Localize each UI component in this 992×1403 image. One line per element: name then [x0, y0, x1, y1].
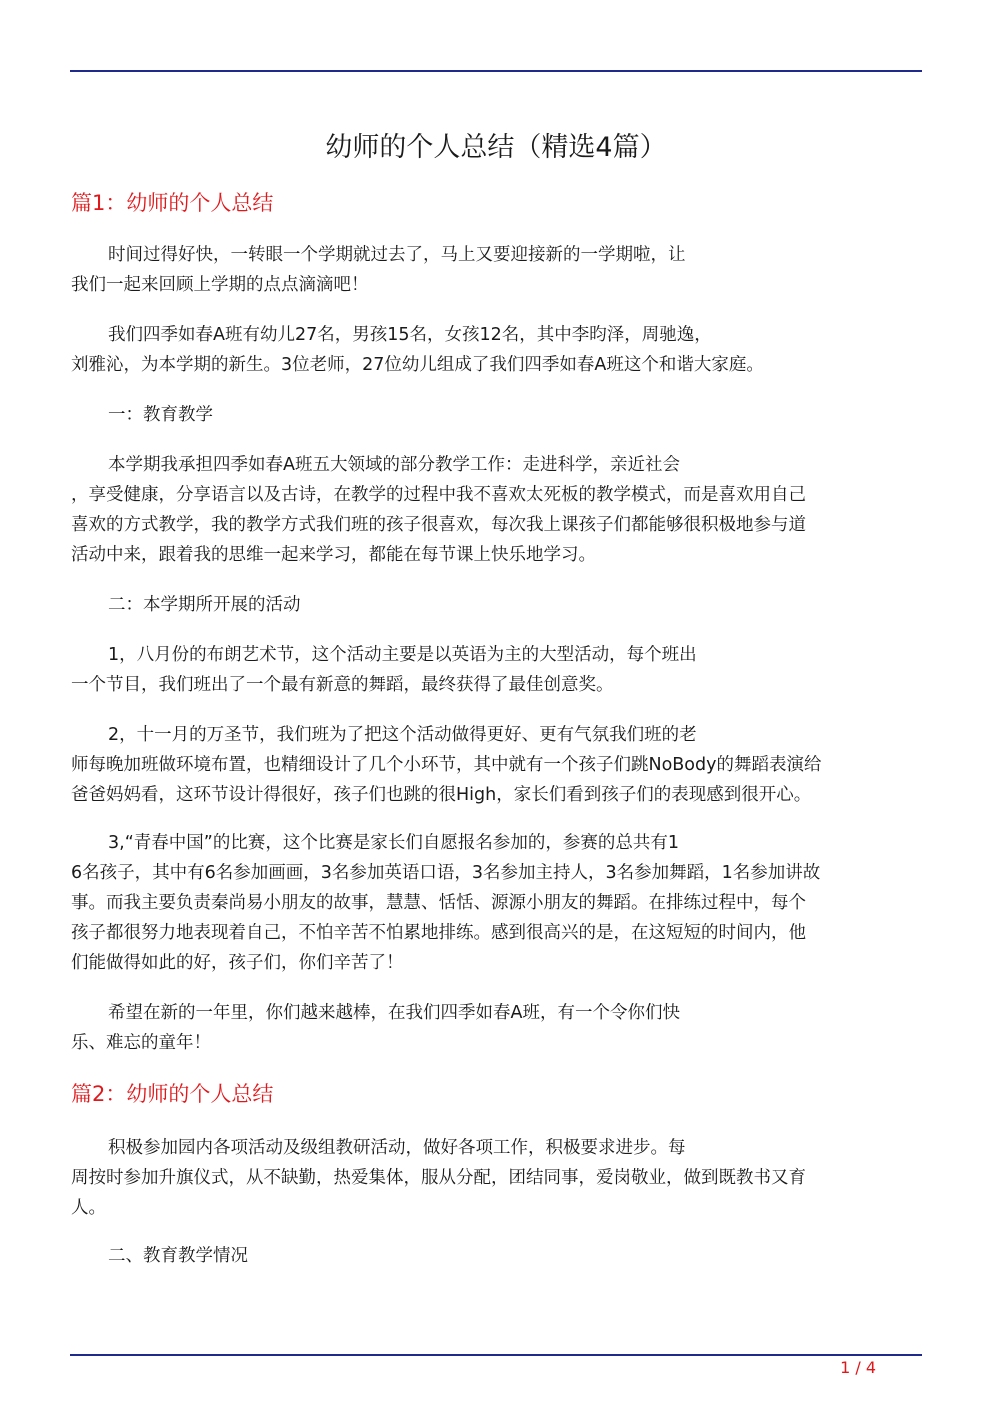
paragraph-line: 二：本学期所开展的活动: [108, 595, 301, 615]
paragraph: [71, 240, 921, 300]
paragraph: [71, 828, 921, 978]
paragraph-line: 喜欢的方式教学，我的教学方式我们班的孩子很喜欢，每次我上课孩子们都能够很积极地参与道: [71, 515, 806, 535]
subheading: [71, 400, 921, 430]
paragraph-line: 本学期我承担四季如春A班五大领域的部分教学工作：走进科学，亲近社会: [108, 455, 680, 475]
paragraph-line: 2，十一月的万圣节，我们班为了把这个活动做得更好、更有气氛我们班的老: [108, 725, 697, 745]
section-heading-2: 篇2：幼师的个人总结: [71, 1082, 274, 1106]
paragraph-line: 我们四季如春A班有幼儿27名，男孩15名，女孩12名，其中李昀泽，周驰逸，: [108, 325, 712, 345]
header-rule: [70, 70, 922, 72]
subheading: [71, 590, 921, 620]
paragraph-line: 希望在新的一年里，你们越来越棒，在我们四季如春A班，有一个令你们快: [108, 1003, 680, 1023]
subheading: [71, 1241, 921, 1271]
paragraph-line: 3,“青春中国”的比赛，这个比赛是家长们自愿报名参加的，参赛的总共有1: [108, 833, 679, 853]
paragraph: [71, 998, 921, 1058]
paragraph-line: 周按时参加升旗仪式，从不缺勤，热爱集体，服从分配，团结同事，爱岗敬业，做到既教书又育: [71, 1168, 806, 1188]
paragraph-line: 刘雅沁，为本学期的新生。3位老师，27位幼儿组成了我们四季如春A班这个和谐大家庭。: [71, 355, 764, 375]
page-number: 1 / 4: [840, 1358, 876, 1377]
paragraph-line: 1，八月份的布朗艺术节，这个活动主要是以英语为主的大型活动，每个班出: [108, 645, 697, 665]
paragraph-line: 积极参加园内各项活动及级组教研活动，做好各项工作，积极要求进步。每: [108, 1138, 686, 1158]
paragraph: [71, 720, 921, 810]
paragraph-line: 爸爸妈妈看，这环节设计得很好，孩子们也跳的很High，家长们看到孩子们的表现感到很开心。: [71, 785, 812, 805]
paragraph-line: ，享受健康，分享语言以及古诗，在教学的过程中我不喜欢太死板的教学模式，而是喜欢用自己: [71, 485, 806, 505]
paragraph-line: 活动中来，跟着我的思维一起来学习，都能在每节课上快乐地学习。: [71, 545, 596, 565]
paragraph-line: 人。: [71, 1198, 106, 1218]
paragraph-line: 6名孩子，其中有6名参加画画，3名参加英语口语，3名参加主持人，3名参加舞蹈，1名参加讲故: [71, 863, 821, 883]
paragraph-line: 时间过得好快，一转眼一个学期就过去了，马上又要迎接新的一学期啦，让: [108, 245, 686, 265]
paragraph-line: 师每晚加班做环境布置，也精细设计了几个小环节，其中就有一个孩子们跳NoBody的舞蹈表演给: [71, 755, 822, 775]
footer-rule: [70, 1354, 922, 1356]
paragraph-line: 一个节目，我们班出了一个最有新意的舞蹈，最终获得了最佳创意奖。: [71, 675, 614, 695]
paragraph: [71, 1133, 921, 1223]
paragraph-line: 二、教育教学情况: [108, 1246, 248, 1266]
paragraph-line: 孩子都很努力地表现着自己，不怕辛苦不怕累地排练。感到很高兴的是，在这短短的时间内，他: [71, 923, 806, 943]
paragraph: [71, 450, 921, 570]
document-title: 幼师的个人总结（精选4篇）: [325, 132, 667, 163]
paragraph-line: 们能做得如此的好，孩子们，你们辛苦了！: [71, 953, 404, 973]
paragraph: [71, 640, 921, 700]
paragraph-line: 事。而我主要负责秦尚易小朋友的故事，慧慧、恬恬、源源小朋友的舞蹈。在排练过程中，每个: [71, 893, 806, 913]
paragraph-line: 我们一起来回顾上学期的点点滴滴吧！: [71, 275, 369, 295]
paragraph-line: 乐、难忘的童年！: [71, 1033, 211, 1053]
section-heading-1: 篇1：幼师的个人总结: [71, 191, 274, 215]
paragraph: [71, 320, 921, 380]
paragraph-line: 一：教育教学: [108, 405, 213, 425]
